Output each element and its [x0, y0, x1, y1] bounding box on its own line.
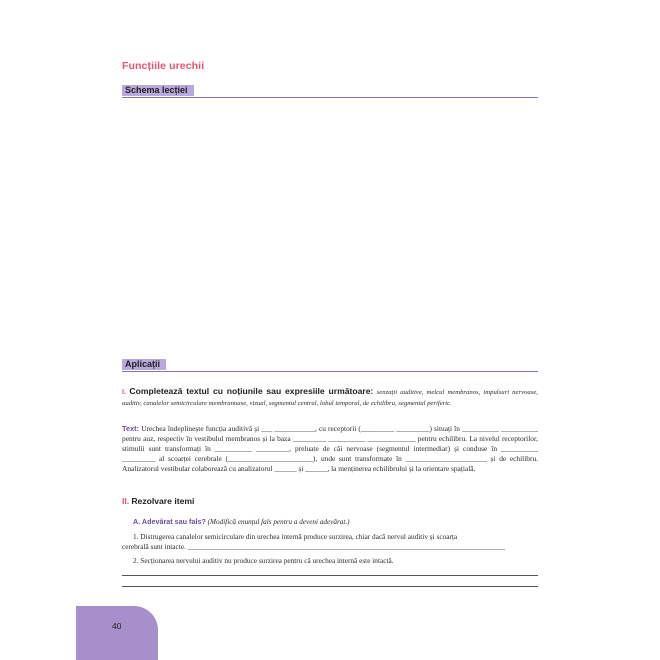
schema-heading: Schema lecției [122, 85, 194, 96]
true-false-hint: (Modifică enunțul fals pentru a deveni adevărat.) [207, 518, 350, 526]
exercise-1-task: Completează textul cu noțiunile sau expresiile următoare: [129, 386, 374, 396]
true-false-heading [133, 517, 350, 526]
answer-line-1 [122, 575, 538, 576]
aplicatii-heading-bar [122, 358, 538, 372]
exercise-1-text [122, 424, 538, 474]
page-number-badge [76, 606, 158, 660]
lesson-title: Funcțiile urechii [122, 60, 205, 72]
text-label: Text: [122, 424, 140, 433]
true-false-label: A. Adevărat sau fals? [133, 517, 206, 526]
question-2: 2. Secționarea nervului auditiv nu produce surzirea pentru că urechea internă este intactă. [133, 556, 394, 565]
exercise-2-title: Rezolvare itemi [131, 496, 195, 506]
exercise-1-terms: senzații auditive, melcul membranos, impulsuri nervoase, auditiv, canalelor semicirculare membranoase, vizual, segmentul central, lobul temporal, de echilibru, segmentul periferic. [122, 389, 538, 408]
roman-numeral-2: II. [122, 496, 130, 506]
exercise-1-instruction [122, 386, 538, 409]
question-1-continuation: cerebrală sunt intacte. _______________________________________________________________________________________ [122, 542, 506, 551]
schema-heading-bar [122, 84, 538, 98]
question-1: 1. Distrugerea canalelor semicirculare din urechea internă produce surzirea, chiar dacă nervul auditiv și scoarța [133, 532, 458, 541]
page-number: 40 [112, 621, 122, 631]
answer-line-2 [122, 586, 538, 587]
aplicatii-heading: Aplicații [122, 359, 166, 370]
roman-numeral-1: I. [122, 387, 127, 396]
fill-in-text: Urechea îndeplinește funcția auditivă și ___ ___________, cu receptorii (_________ _________) situați în __________ __________ pentru auz, respectiv în vestibulul membranos și la baza _________ __________ _____________ pentru echilibru. La nivelul receptorilor, stimulii sunt transformați în __________ _________, preluate de căi nervoase (segmentul intermediar) și conduse în __________ _________ al scoarței cerebrale (_______________________), unde sunt transformate în ______________________ și de echilibru. Analizatorul vestibular colaborează cu analizatorul ______ și ______, la menținerea echilibrului și la orientare spațială. [122, 424, 538, 474]
exercise-2-heading [122, 496, 194, 506]
